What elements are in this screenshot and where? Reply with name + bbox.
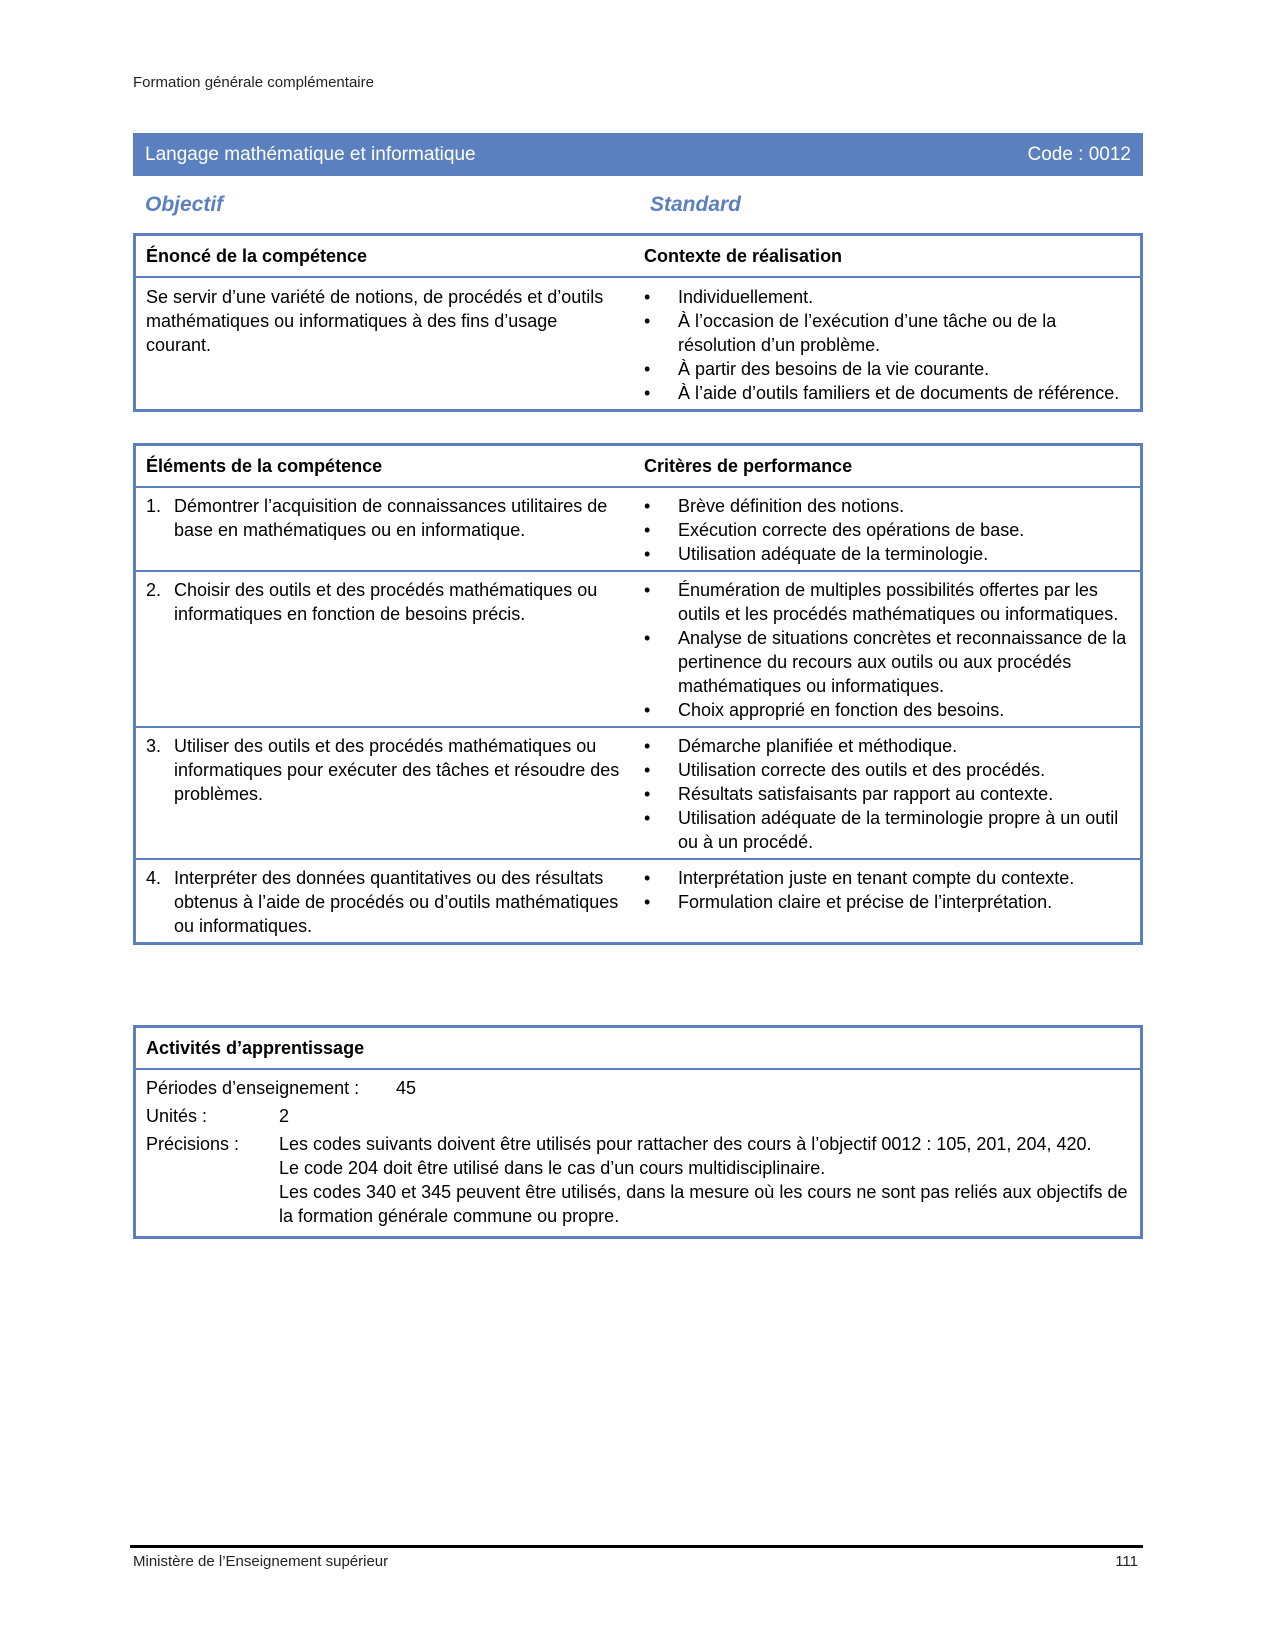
- units-line: [146, 1104, 1130, 1128]
- elements-table: [133, 443, 1143, 945]
- statement-header: Énoncé de la compétence: [146, 245, 368, 266]
- criterion-item: • Résultats satisfaisants par rapport au contexte.: [641, 782, 1130, 806]
- course-code: Code : 0012: [1027, 143, 1131, 165]
- competence-table: [133, 233, 1143, 412]
- units-value: 2: [279, 1106, 290, 1126]
- details-line: [146, 1132, 1130, 1228]
- periods-label: Périodes d’enseignement :: [146, 1078, 360, 1098]
- table-row: [136, 488, 1140, 572]
- title-bar: [133, 133, 1143, 176]
- criteria-list: [641, 494, 1130, 566]
- criterion-item: • Choix approprié en fonction des besoins.: [641, 698, 1130, 722]
- details-paragraph: Le code 204 doit être utilisé dans le cas d’un cours multidisciplinaire.: [279, 1158, 826, 1178]
- element-text: Interpréter des données quantitatives ou des résultats obtenus à l’aide de procédés ou d’outils mathématiques ou informatiques.: [174, 868, 619, 936]
- periods-line: [146, 1076, 1130, 1100]
- criterion-item: • Énumération de multiples possibilités offertes par les outils et les procédés mathématiques ou informatiques.: [641, 578, 1130, 626]
- periods-value: 45: [396, 1078, 417, 1098]
- context-header: Contexte de réalisation: [644, 245, 843, 266]
- criteria-list: [641, 734, 1130, 854]
- element-text: Démontrer l’acquisition de connaissances utilitaires de base en mathématiques ou en informatique.: [174, 496, 608, 540]
- criteria-list: [641, 578, 1130, 722]
- elements-header: Éléments de la compétence: [146, 455, 383, 476]
- page-number: 111: [1115, 1553, 1138, 1570]
- context-list: [641, 285, 1130, 405]
- course-title: Langage mathématique et informatique: [145, 143, 476, 165]
- criterion-item: • Exécution correcte des opérations de base.: [641, 518, 1130, 542]
- criterion-item: • Utilisation adéquate de la terminologie.: [641, 542, 1130, 566]
- competence-table-header: [136, 236, 1140, 278]
- criterion-item: • Utilisation correcte des outils et des procédés.: [641, 758, 1130, 782]
- context-item: • À partir des besoins de la vie courante.: [641, 357, 1130, 381]
- table-row: [136, 728, 1140, 860]
- competence-statement: Se servir d’une variété de notions, de procédés et d’outils mathématiques ou informatiques à des fins d’usage courant.: [146, 287, 604, 355]
- element-number: 2.: [146, 580, 162, 600]
- activities-table: [133, 1025, 1143, 1239]
- footer-rule: [130, 1545, 1143, 1548]
- criteria-header: Critères de performance: [644, 455, 853, 476]
- element-text: Utiliser des outils et des procédés mathématiques ou informatiques pour exécuter des tâches et résoudre des problèmes.: [174, 736, 620, 804]
- details-label: Précisions :: [146, 1134, 240, 1154]
- elements-table-header: [136, 446, 1140, 488]
- context-item: • À l’aide d’outils familiers et de documents de référence.: [641, 381, 1130, 405]
- criterion-item: • Analyse de situations concrètes et reconnaissance de la pertinence du recours aux outils ou aux procédés mathématiques ou informatiques.: [641, 626, 1130, 698]
- activities-header: [136, 1028, 1140, 1070]
- criteria-list: [641, 866, 1130, 914]
- standard-label: Standard: [650, 193, 742, 216]
- footer: [133, 1553, 1138, 1570]
- units-label: Unités :: [146, 1106, 208, 1126]
- criterion-item: • Interprétation juste en tenant compte du contexte.: [641, 866, 1130, 890]
- activities-body: [136, 1070, 1140, 1236]
- element-number: 4.: [146, 868, 162, 888]
- context-item: • À l’occasion de l’exécution d’une tâche ou de la résolution d’un problème.: [641, 309, 1130, 357]
- criterion-item: • Utilisation adéquate de la terminologie propre à un outil ou à un procédé.: [641, 806, 1130, 854]
- details-paragraph: Les codes 340 et 345 peuvent être utilisés, dans la mesure où les cours ne sont pas reliés aux objectifs de la formation générale commune ou propre.: [279, 1182, 1128, 1226]
- running-head: Formation générale complémentaire: [133, 74, 374, 91]
- element-text: Choisir des outils et des procédés mathématiques ou informatiques en fonction de besoins précis.: [174, 580, 598, 624]
- context-item: • Individuellement.: [641, 285, 1130, 309]
- element-number: 1.: [146, 496, 162, 516]
- activities-title: Activités d’apprentissage: [146, 1037, 365, 1058]
- objective-label: Objectif: [145, 193, 224, 216]
- competence-row: [136, 278, 1140, 409]
- criterion-item: • Formulation claire et précise de l’interprétation.: [641, 890, 1130, 914]
- criterion-item: • Démarche planifiée et méthodique.: [641, 734, 1130, 758]
- footer-publisher: Ministère de l’Enseignement supérieur: [133, 1553, 389, 1570]
- element-number: 3.: [146, 736, 162, 756]
- table-row: [136, 572, 1140, 728]
- section-labels: [145, 193, 1135, 223]
- criterion-item: • Brève définition des notions.: [641, 494, 1130, 518]
- details-paragraph: Les codes suivants doivent être utilisés pour rattacher des cours à l’objectif 0012 : 105, 201, 204, 420.: [279, 1134, 1092, 1154]
- table-row: [136, 860, 1140, 942]
